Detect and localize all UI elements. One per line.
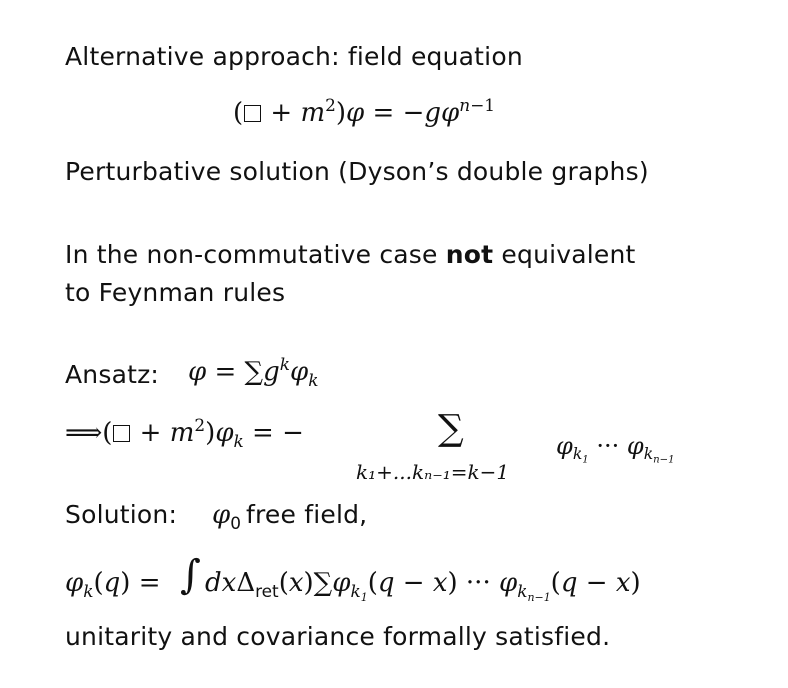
implication-rhs: $\varphi_{k_1}$ ··· $\varphi_{k_{n-1}}$ bbox=[556, 432, 675, 466]
dalembert-box-icon bbox=[244, 105, 261, 122]
ansatz-formula: $\varphi = \sum g^k\varphi_k$ bbox=[188, 353, 319, 390]
integral-sign: ∫ bbox=[180, 552, 201, 598]
noncomm-pre-text: In the non-commutative case bbox=[65, 240, 446, 269]
ansatz-label: Ansatz: bbox=[65, 360, 160, 389]
field-equation: ( + $m^2)\varphi = -g\varphi^{n-1}$ bbox=[233, 94, 496, 128]
solution-rest: free field, bbox=[246, 500, 368, 529]
integral-lhs: $\varphi_k(q)$ = bbox=[65, 568, 161, 601]
sum-index: k₁+...kₙ₋₁=k−1 bbox=[356, 460, 510, 484]
perturbative-solution-text: Perturbative solution (Dyson’s double graphs) bbox=[65, 157, 649, 186]
noncommutative-line-2: to Feynman rules bbox=[65, 278, 286, 307]
solution-phi0: $\varphi_0$ bbox=[212, 500, 241, 533]
noncommutative-line-1 bbox=[65, 240, 636, 269]
solution-label: Solution: bbox=[65, 500, 178, 529]
unitarity-text: unitarity and covariance formally satisfied. bbox=[65, 622, 611, 651]
ret-subscript: ret bbox=[255, 580, 279, 601]
integral-rhs: $dx\Delta_{ret}(x)\sum\varphi_{k_1}(q - x)$ ··· $\varphi_{k_{n-1}}(q - x)$ bbox=[205, 568, 641, 604]
heading-alternative-approach: Alternative approach: field equation bbox=[65, 42, 523, 71]
noncomm-bold-not: not bbox=[445, 240, 494, 269]
dalembert-box-icon-2 bbox=[113, 425, 130, 442]
noncomm-post-text: equivalent bbox=[493, 240, 636, 269]
implication-lhs: ⟹( + $m^2)\varphi_k$ = − bbox=[65, 414, 304, 451]
sum-symbol: ∑ bbox=[438, 408, 464, 449]
